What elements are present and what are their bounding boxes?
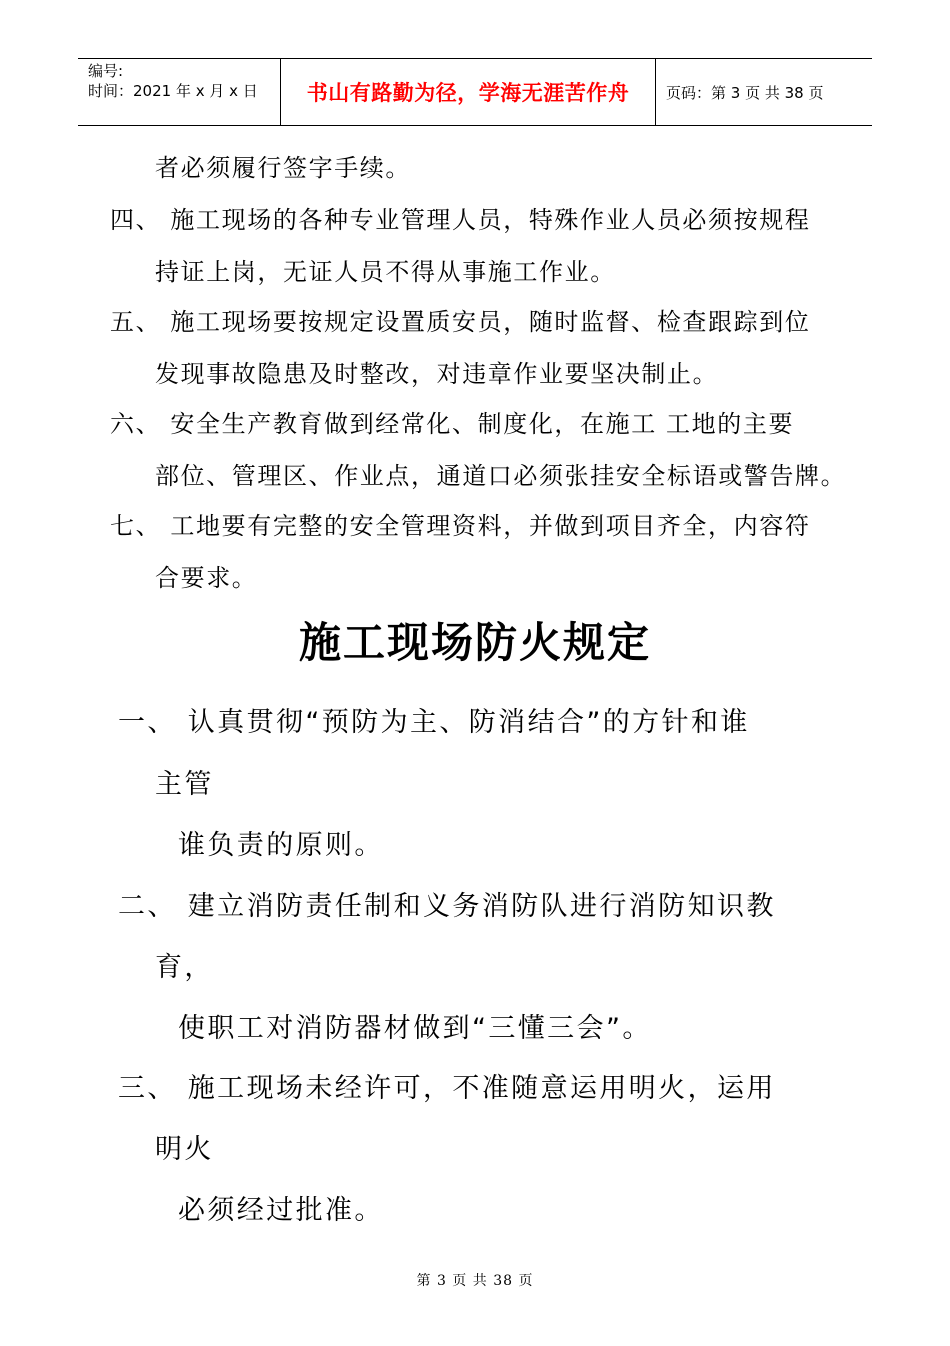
fire-item-3-line-2: 明火 xyxy=(155,1134,214,1165)
safety-item-7-line-2: 合要求。 xyxy=(155,564,258,592)
page-info-text: 页码：第 3 页 共 38 页 xyxy=(666,83,824,102)
header-meta xyxy=(78,59,280,125)
fire-item-3-line-1: 三、 施工现场未经许可，不准随意运用明火，运用 xyxy=(118,1073,776,1104)
safety-item-5-line-1: 五、 施工现场要按规定设置质安员，随时监督、检查跟踪到位 xyxy=(110,308,811,336)
header-motto xyxy=(280,59,656,125)
safety-item-7-line-1: 七、 工地要有完整的安全管理资料，并做到项目齐全，内容符 xyxy=(110,512,811,540)
fire-item-2-line-1: 二、 建立消防责任制和义务消防队进行消防知识教 xyxy=(118,891,776,922)
safety-line-1: 者必须履行签字手续。 xyxy=(155,154,411,182)
header-page-info xyxy=(656,59,872,125)
fire-item-2-line-2: 育， xyxy=(155,952,214,983)
page-header xyxy=(78,58,872,126)
section-title: 施工现场防火规定 xyxy=(298,618,651,667)
fire-item-1-line-3: 谁负责的原则。 xyxy=(178,830,384,861)
safety-item-4-line-1: 四、 施工现场的各种专业管理人员，特殊作业人员必须按规程 xyxy=(110,206,811,234)
safety-item-6-line-1: 六、 安全生产教育做到经常化、制度化，在施工 工地的主要 xyxy=(110,410,795,438)
safety-item-4-line-2: 持证上岗，无证人员不得从事施工作业。 xyxy=(155,258,616,286)
safety-item-5-line-2: 发现事故隐患及时整改，对违章作业要坚决制止。 xyxy=(155,360,719,388)
document-number-label: 编号: xyxy=(88,62,124,80)
fire-item-2-line-3: 使职工对消防器材做到“三懂三会”。 xyxy=(178,1013,652,1044)
safety-item-6-line-2: 部位、管理区、作业点，通道口必须张挂安全标语或警告牌。 xyxy=(155,462,847,490)
page-footer: 第 3 页 共 38 页 xyxy=(416,1273,534,1289)
document-time-label: 时间：2021 年 x 月 x 日 xyxy=(88,82,258,100)
fire-item-3-line-3: 必须经过批准。 xyxy=(178,1195,384,1226)
fire-item-1-line-2: 主管 xyxy=(155,769,214,800)
motto-text: 书山有路勤为径，学海无涯苦作舟 xyxy=(306,81,630,105)
fire-item-1-line-1: 一、 认真贯彻“预防为主、防消结合”的方针和谁 xyxy=(118,707,750,738)
